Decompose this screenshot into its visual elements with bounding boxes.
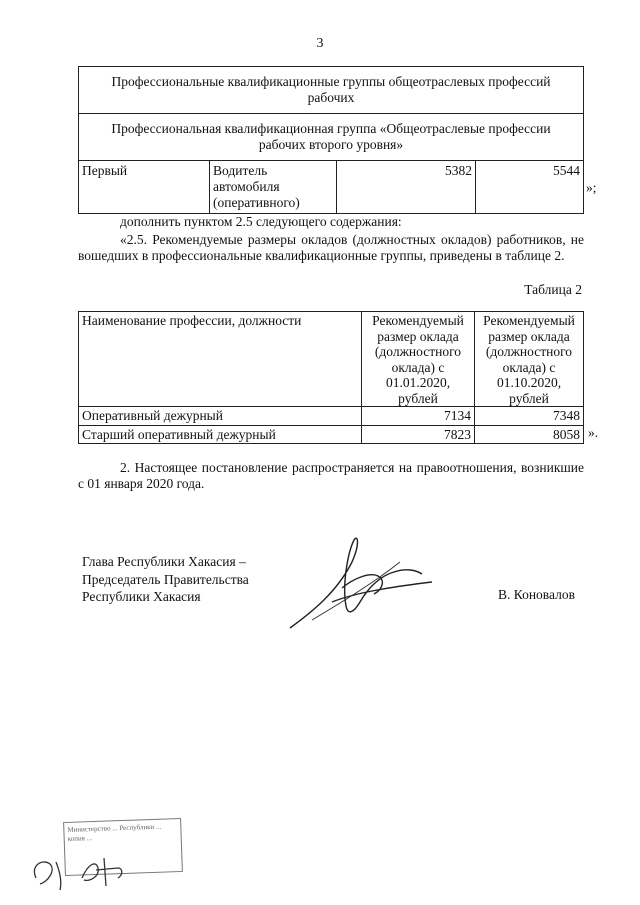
signatory-name: В. Коновалов [498, 587, 575, 602]
subgroup-header: Профессиональная квалификационная группа «Общеотраслевые профессии рабочих второго уровня» [79, 114, 584, 161]
profession-name: Оперативный дежурный [79, 407, 362, 426]
signatory-title [82, 553, 249, 606]
profession-name: Водитель автомобиля (оперативного) [210, 161, 337, 214]
handwritten-initials [26, 848, 146, 892]
salary-value-oct: 7348 [475, 407, 584, 426]
signatory-title-line: Глава Республики Хакасия – [82, 554, 246, 569]
salary-table-2 [78, 311, 584, 444]
handwritten-signature [282, 532, 452, 632]
table2-closing-quote: ». [588, 425, 599, 440]
table1-closing-quote: »; [586, 180, 597, 195]
salary-table-1 [78, 66, 584, 214]
table2-caption: Таблица 2 [524, 282, 582, 297]
group-header: Профессиональные квалификационные группы общеотраслевых профессий рабочих [79, 67, 584, 114]
table-row [79, 407, 584, 426]
effective-date-paragraph: 2. Настоящее постановление распространяется на правоотношения, возникшие с 01 января 2020 года. [78, 460, 584, 491]
salary-value-jan: 7823 [362, 425, 475, 444]
signatory-title-line: Республики Хакасия [82, 589, 201, 604]
intro-paragraph: дополнить пунктом 2.5 следующего содержания: [120, 214, 402, 229]
profession-name: Старший оперативный дежурный [79, 425, 362, 444]
salary-value-oct: 8058 [475, 425, 584, 444]
stamp-text: Министерство ... Республики ... копия ... [67, 822, 162, 843]
signatory-title-line: Председатель Правительства [82, 571, 249, 587]
column-header-salary-oct: Рекомендуемый размер оклада (должностного оклада) с 01.10.2020, рублей [475, 312, 584, 407]
table-row [79, 161, 584, 214]
table-row [79, 425, 584, 444]
qualification-level: Первый [79, 161, 210, 214]
salary-value-jan: 7134 [362, 407, 475, 426]
page-number: 3 [316, 36, 324, 51]
column-header-profession: Наименование профессии, должности [79, 312, 362, 407]
column-header-salary-jan: Рекомендуемый размер оклада (должностного оклада) с 01.01.2020, рублей [362, 312, 475, 407]
salary-value-1: 5382 [337, 161, 476, 214]
clause-2-5-paragraph: «2.5. Рекомендуемые размеры окладов (должностных окладов) работников, не вошедших в профессиональные квалификационные группы, приведены в таблице 2. [78, 232, 584, 263]
table-header-row [79, 312, 584, 407]
salary-value-2: 5544 [476, 161, 584, 214]
